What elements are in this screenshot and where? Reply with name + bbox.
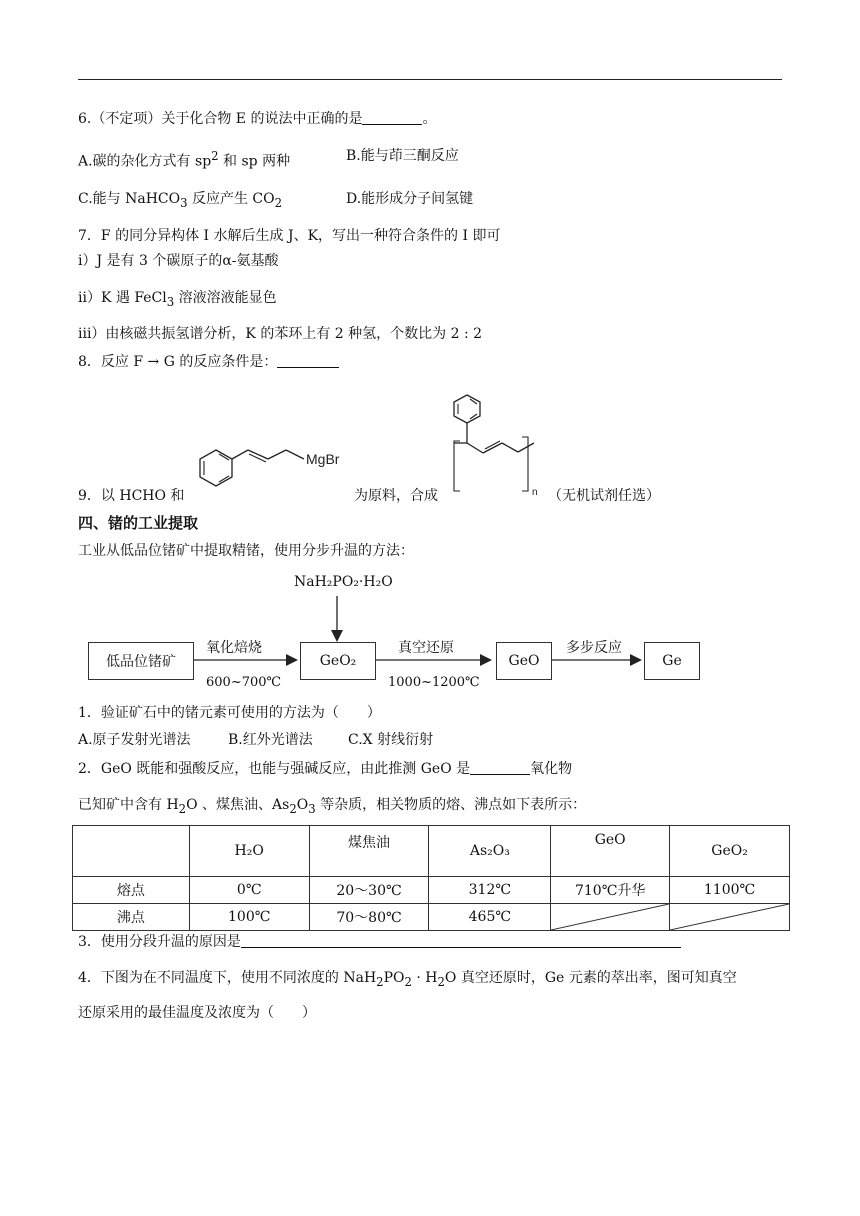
q6-option-c-sub1: 3 <box>180 195 188 210</box>
question-7-stem: 7．F 的同分异构体 I 水解后生成 J、K，写出一种符合条件的 I 即可 <box>78 228 501 244</box>
s4q3-text: 3．使用分段升温的原因是 <box>78 934 241 950</box>
q7-c2-sub: 3 <box>166 294 175 309</box>
flow-step1-temp: 600~700℃ <box>206 675 282 690</box>
s4q4-text-2: PO <box>383 970 405 986</box>
s4q1-option-a[interactable]: A.原子发射光谱法 <box>78 732 191 748</box>
repeat-n-label: n <box>532 487 538 498</box>
flow-step2-temp: 1000~1200℃ <box>388 675 480 690</box>
s4q1-option-b[interactable]: B.红外光谱法 <box>228 732 313 748</box>
table-cell: 100℃ <box>189 904 309 931</box>
known-sub-2: 2 <box>289 801 297 816</box>
s4q2-text-end: 氧化物 <box>530 761 573 777</box>
q6-option-a-sup: 2 <box>211 149 219 163</box>
s4-question-2-stem <box>78 760 572 778</box>
table-header-cell <box>73 826 190 877</box>
q6-stem-end: 。 <box>422 111 437 127</box>
known-text-2: O 、煤焦油、As <box>186 797 290 813</box>
known-text-4: 等杂质，相关物质的熔、沸点如下表所示： <box>315 797 587 813</box>
s4q4-text-3: · H <box>411 970 438 986</box>
table-header-cell: 煤焦油 <box>309 826 429 877</box>
known-sub-3: 3 <box>308 801 316 816</box>
q6-option-c-text-mid: 反应产生 CO <box>187 191 275 207</box>
q6-option-a-text-end: 和 sp 两种 <box>218 153 291 170</box>
q6-option-a-text: A.碳的杂化方式有 sp <box>78 153 212 170</box>
s4q4-text-4: O 真空还原时，Ge 元素的萃出率，图可知真空 <box>444 970 737 986</box>
known-text-1: 已知矿中含有 H <box>78 797 179 813</box>
s4q1-option-c[interactable]: C.X 射线衍射 <box>348 732 434 748</box>
section-4-intro: 工业从低品位锗矿中提取精锗，使用分步升温的方法： <box>78 543 414 559</box>
q7-condition-3: iii）由核磁共振氢谱分析，K 的苯环上有 2 种氢，个数比为 2 : 2 <box>78 326 483 342</box>
table-cell: 0℃ <box>189 877 309 904</box>
s4q4-text-1: 4．下图为在不同温度下，使用不同浓度的 NaH <box>78 970 377 986</box>
table-cell-empty-diagonal <box>551 904 670 931</box>
table-header-cell: As₂O₃ <box>429 826 551 877</box>
diagonal-line <box>670 904 789 930</box>
q9-mid: 为原料，合成 <box>354 488 438 504</box>
mgbr-label: MgBr <box>306 451 340 467</box>
table-cell: 20～30℃ <box>309 877 429 904</box>
q6-option-c-sub2: 2 <box>274 195 283 210</box>
flow-top-reagent: NaH₂PO₂·H₂O <box>294 574 393 590</box>
table-header-cell: GeO₂ <box>670 826 790 877</box>
flow-step3-label: 多步反应 <box>566 640 622 656</box>
s4-question-3-stem <box>78 933 681 951</box>
s4-question-4-line-1 <box>78 969 737 991</box>
table-cell: 710℃升华 <box>551 877 670 904</box>
flow-box-ore: 低品位锗矿 <box>88 642 194 680</box>
table-cell: 沸点 <box>73 904 190 931</box>
q6-option-d[interactable]: D.能形成分子间氢键 <box>346 191 474 207</box>
s4-question-1-stem: 1．验证矿石中的锗元素可使用的方法为（ ） <box>78 705 381 721</box>
s4q4-sub-2: 2 <box>404 974 412 989</box>
table-row <box>73 877 790 904</box>
table-header-row <box>73 826 790 877</box>
q6-stem-text: 6.（不定项）关于化合物 E 的说法中正确的是 <box>78 111 363 127</box>
s4q2-text: 2．GeO 既能和强酸反应，也能与强碱反应，由此推测 GeO 是 <box>78 761 471 777</box>
table-header-cell: H₂O <box>189 826 309 877</box>
q7-condition-1: i）J 是有 3 个碳原子的α-氨基酸 <box>78 253 279 269</box>
flow-step2-label: 真空还原 <box>398 640 454 656</box>
q6-option-c-text: C.能与 NaHCO <box>78 191 181 207</box>
q7-c2-text: ii）K 遇 FeCl <box>78 290 167 306</box>
table-cell: 1100℃ <box>670 877 790 904</box>
flow-box-geo2: GeO₂ <box>300 642 376 680</box>
flow-box-ge: Ge <box>644 642 700 680</box>
known-text-3: O <box>296 797 309 813</box>
s4q3-answer-blank[interactable] <box>241 933 681 948</box>
melting-boiling-table <box>72 825 790 931</box>
table-cell: 465℃ <box>429 904 551 931</box>
known-sub-1: 2 <box>178 801 187 816</box>
table-cell: 70～80℃ <box>309 904 429 931</box>
q6-option-b[interactable]: B.能与茚三酮反应 <box>346 148 459 164</box>
s4q4-sub-3: 2 <box>437 974 445 989</box>
q7-c2-text-end: 溶液溶液能显色 <box>174 290 277 306</box>
flow-step1-label: 氧化焙烧 <box>206 640 262 656</box>
q9-pre: 9．以 HCHO 和 <box>78 488 185 504</box>
table-cell-empty-diagonal <box>670 904 790 931</box>
table-row <box>73 904 790 931</box>
table-cell: 312℃ <box>429 877 551 904</box>
table-header-cell: GeO <box>551 826 670 877</box>
table-cell: 熔点 <box>73 877 190 904</box>
flow-box-geo: GeO <box>496 642 552 680</box>
known-impurities-text <box>78 796 586 818</box>
diagonal-line <box>551 904 669 930</box>
q9-post: （无机试剂任选） <box>548 488 660 504</box>
s4-question-4-line-2: 还原采用的最佳温度及浓度为（ ） <box>78 1005 316 1021</box>
section-4-heading: 四、锗的工业提取 <box>78 514 199 532</box>
s4q4-sub-1: 2 <box>376 974 384 989</box>
q8-stem-text: 8．反应 F → G 的反应条件是： <box>78 354 278 370</box>
s4q2-answer-blank[interactable] <box>470 760 530 775</box>
